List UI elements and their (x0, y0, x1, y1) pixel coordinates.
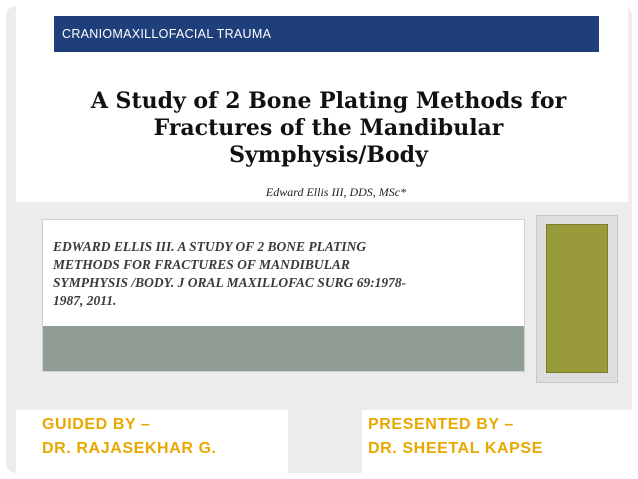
article-header-image (16, 6, 628, 202)
article-title-line: Fractures of the Mandibular (153, 115, 504, 141)
article-title-line: A Study of 2 Bone Plating Methods for (90, 88, 567, 114)
slide (6, 6, 632, 473)
side-accent-panel (536, 215, 618, 383)
guided-by-label: GUIDED BY – (42, 416, 151, 433)
article-author: Edward Ellis III, DDS, MSc* (265, 185, 407, 199)
side-accent-block (546, 224, 608, 373)
journal-section-label: CRANIOMAXILLOFACIAL TRAUMA (62, 27, 272, 41)
presented-by-box (362, 410, 632, 474)
citation-line: SYMPHYSIS /BODY. J ORAL MAXILLOFAC SURG 69:1978- (53, 275, 407, 290)
citation-line: 1987, 2011. (53, 293, 117, 308)
citation-box (42, 219, 525, 372)
presented-by-label: PRESENTED BY – (368, 416, 514, 433)
article-title (56, 88, 601, 169)
citation-text (53, 238, 518, 310)
citation-line: EDWARD ELLIS III. A STUDY OF 2 BONE PLATING (53, 239, 367, 254)
presenter-name: DR. SHEETAL KAPSE (368, 440, 543, 457)
guide-name: DR. RAJASEKHAR G. (42, 440, 217, 457)
guided-by-box (16, 410, 288, 474)
citation-line: METHODS FOR FRACTURES OF MANDIBULAR (53, 257, 350, 272)
journal-section-bar (54, 16, 599, 52)
article-title-line: Symphysis/Body (229, 142, 428, 168)
citation-accent-band (43, 326, 524, 371)
